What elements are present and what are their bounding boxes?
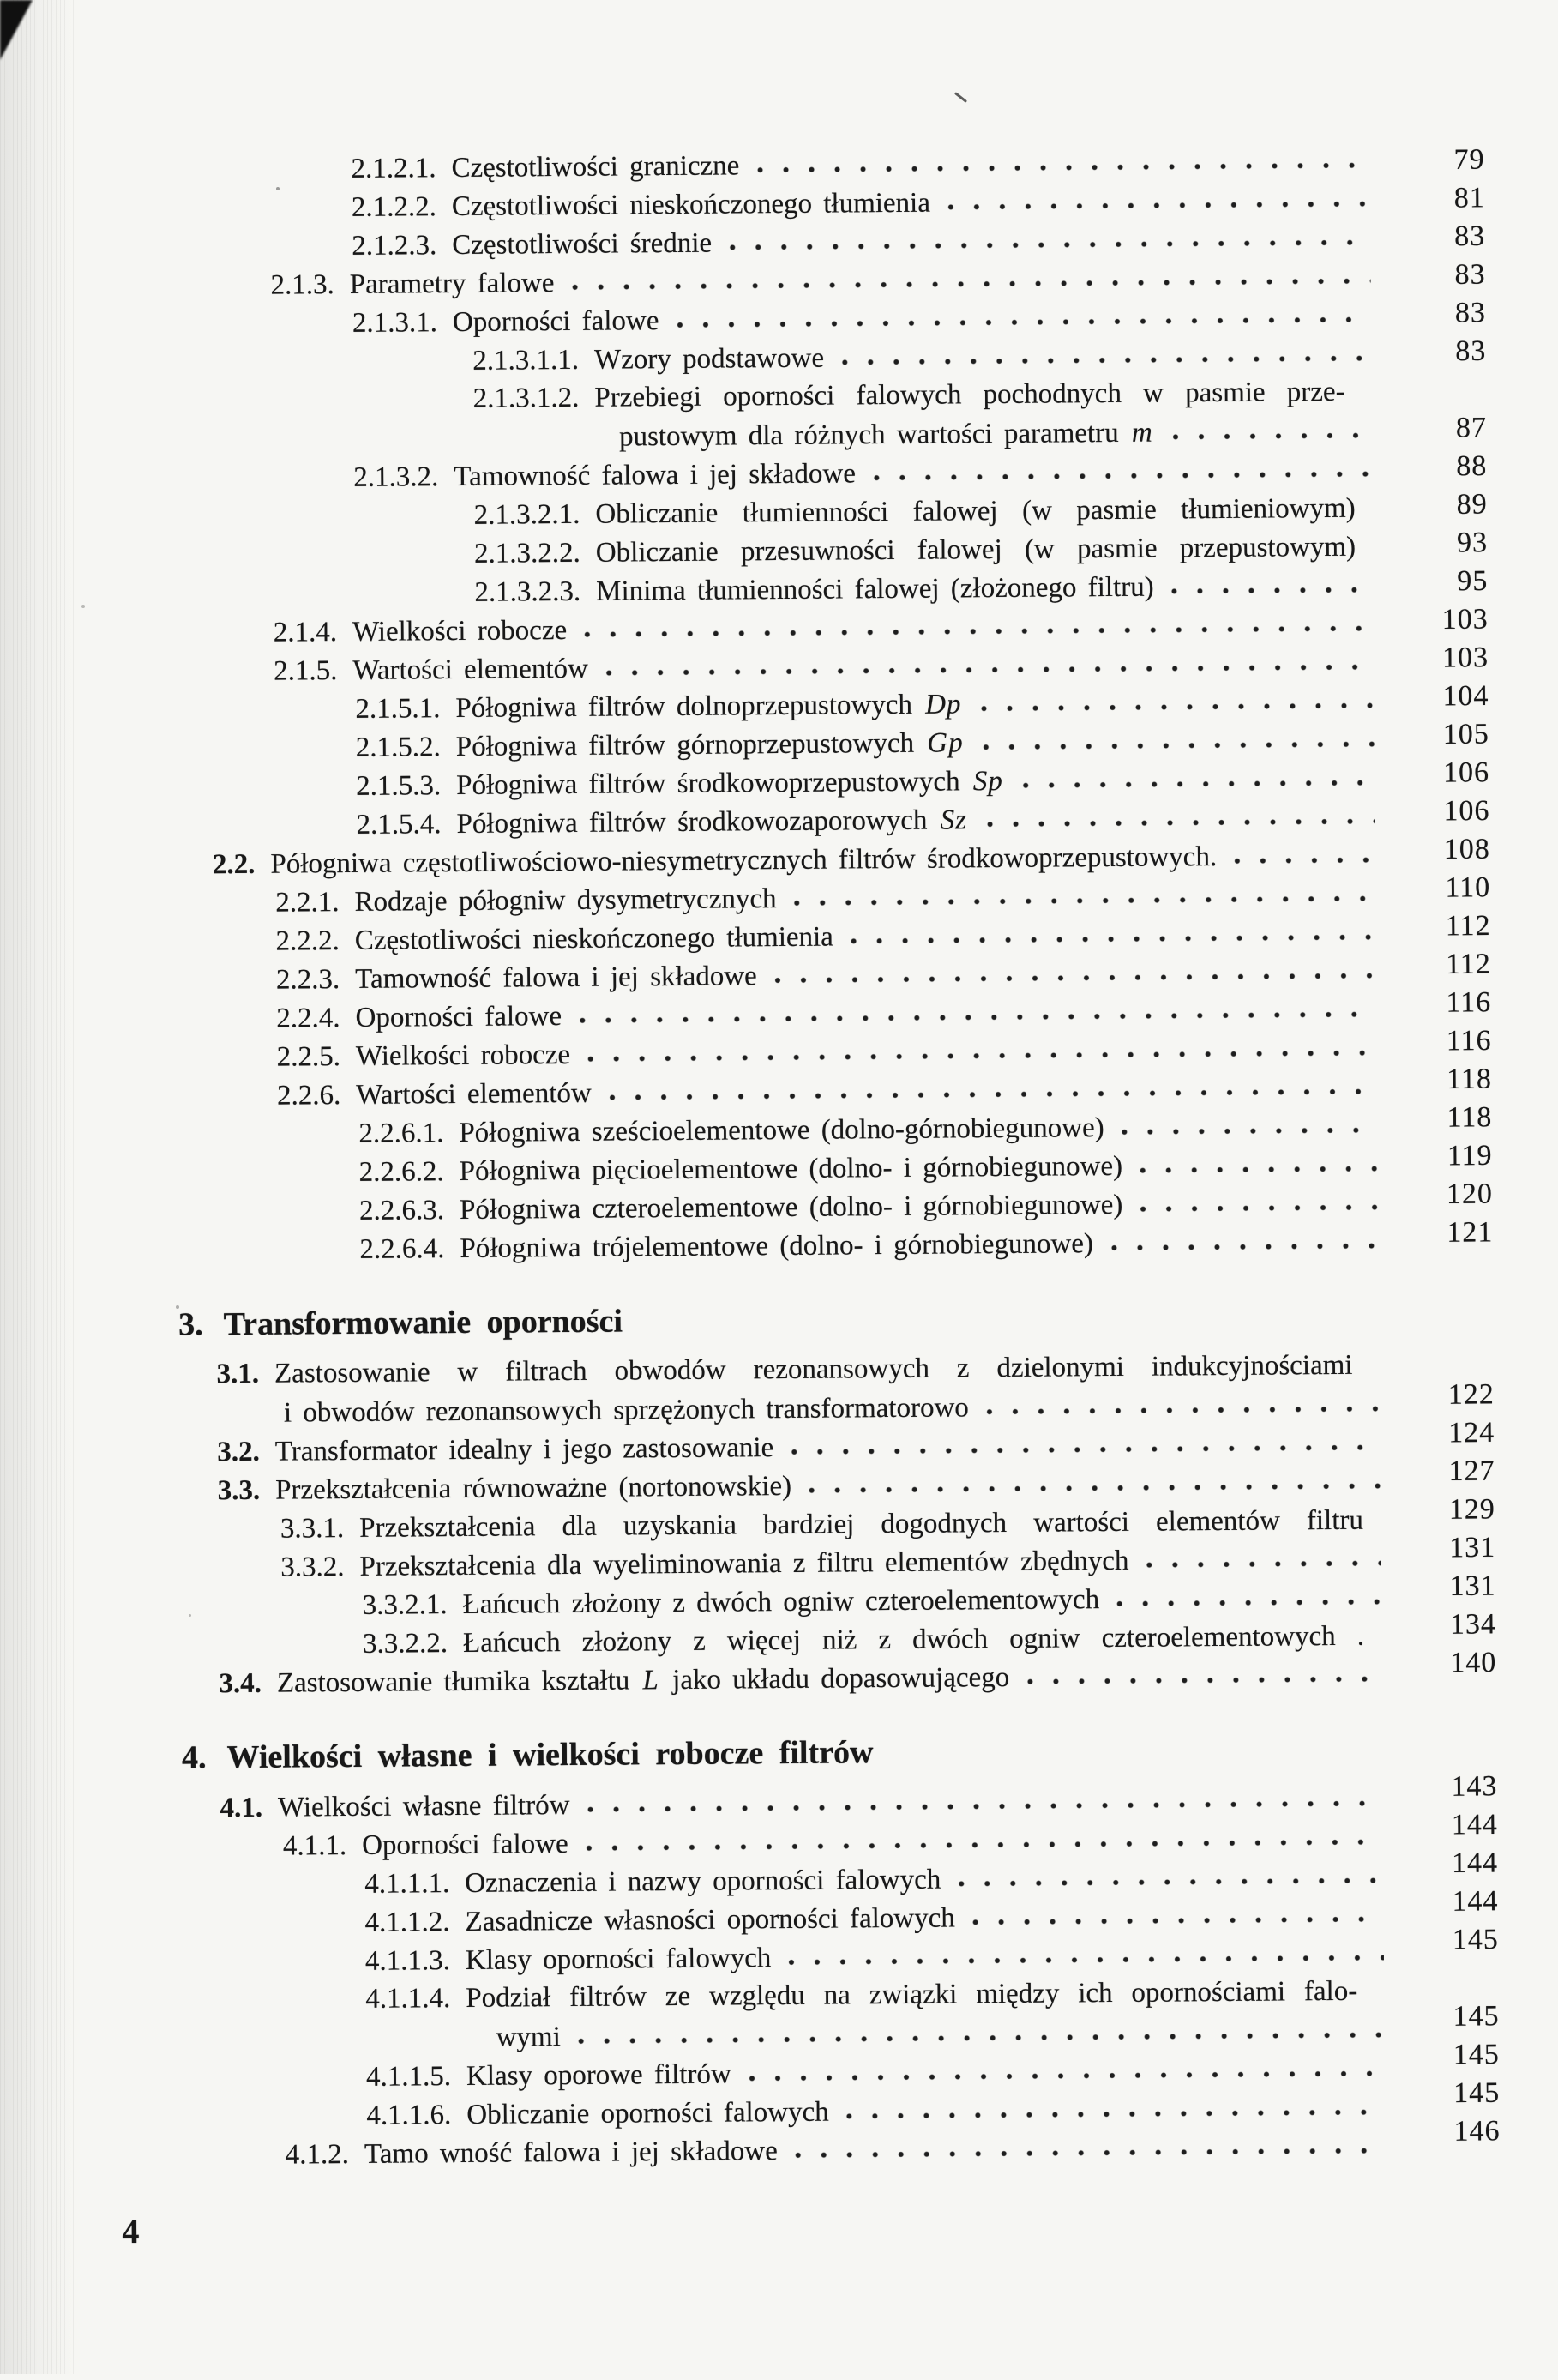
- entry-number: 3.3.2.2.: [362, 1628, 448, 1660]
- entry-page-number: 104: [1442, 679, 1489, 713]
- entry-page-number: 122: [1447, 1378, 1495, 1411]
- section-heading-title: Wielkości własne i wielkości robocze filtrów: [226, 1734, 874, 1776]
- entry-title: Przekształcenia równoważne (nortonowskie): [274, 1470, 792, 1506]
- entry-title: Półogniwa sześcioelementowe (dolno-górnobiegunowe): [459, 1112, 1104, 1148]
- entry-number: 4.1.1.6.: [366, 2100, 452, 2131]
- entry-number: 2.2.5.: [276, 1041, 341, 1073]
- entry-page-number: 145: [1452, 1923, 1499, 1956]
- entry-title: Parametry falowe: [349, 268, 555, 300]
- dot-leader: [972, 1916, 1384, 1927]
- entry-title: i obwodów rezonansowych sprzężonych transformatorowo: [283, 1392, 969, 1429]
- entry-title: Zasadnicze własności oporności falowych: [465, 1902, 955, 1937]
- entry-number: 2.1.3.: [270, 269, 334, 301]
- entry-number: 2.2.6.1.: [358, 1118, 444, 1149]
- dot-leader: [774, 973, 1376, 985]
- entry-page-number: 103: [1441, 642, 1489, 674]
- entry-page-number: 145: [1453, 2000, 1500, 2033]
- entry-number: 4.1.: [220, 1792, 263, 1824]
- entry-page-number: 106: [1442, 756, 1490, 789]
- dot-leader: [1146, 1560, 1381, 1570]
- entry-page-number: 116: [1446, 1024, 1492, 1057]
- entry-number: 2.1.2.3.: [352, 230, 437, 262]
- dot-leader: [986, 818, 1375, 829]
- entry-title: Obliczanie oporności falowych: [466, 2096, 829, 2130]
- entry-page-number: 146: [1453, 2115, 1501, 2148]
- entry-number: 2.1.3.2.: [353, 461, 439, 493]
- entry-title: Półogniwa trójelementowe (dolno- i górnobiegunowe): [460, 1228, 1094, 1264]
- dot-leader: [729, 239, 1370, 252]
- entry-page-number: 83: [1454, 297, 1487, 329]
- entry-title: Wartości elementów: [356, 1077, 592, 1111]
- entry-number: 4.1.1.1.: [364, 1868, 450, 1900]
- dot-leader: [571, 278, 1370, 292]
- entry-page-number: 134: [1449, 1608, 1497, 1641]
- entry-title: Tamo wność falowa i jej składowe: [364, 2136, 778, 2170]
- entry-number: 2.1.4.: [273, 617, 338, 648]
- entry-page-number: 116: [1446, 986, 1492, 1019]
- dot-leader: [1110, 1243, 1379, 1252]
- entry-number: 2.1.3.2.3.: [474, 575, 581, 608]
- entry-number: 4.: [181, 1739, 207, 1776]
- dot-leader: [1171, 587, 1374, 596]
- entry-title: Transformator idealny i jego zastosowanie: [274, 1432, 774, 1467]
- entry-page-number: 145: [1453, 2038, 1500, 2071]
- section-heading-title: Transformowanie oporności: [223, 1303, 623, 1343]
- entry-page-number: 83: [1455, 334, 1487, 368]
- entry-page-number: 140: [1450, 1647, 1497, 1679]
- toc-section-heading: [178, 1292, 1558, 1347]
- entry-number: 4.1.1.: [282, 1830, 347, 1862]
- entry-page-number: 143: [1451, 1770, 1498, 1803]
- entry-number: 2.2.: [212, 848, 256, 881]
- dot-leader: [841, 355, 1371, 367]
- entry-page-number: 112: [1445, 948, 1491, 981]
- entry-number: 3.: [177, 1306, 203, 1343]
- dot-leader: [809, 1483, 1381, 1495]
- dot-leader: [676, 316, 1371, 329]
- entry-number: 2.1.5.1.: [355, 693, 441, 725]
- entry-number: 2.2.6.2.: [358, 1156, 444, 1188]
- entry-page-number: 108: [1443, 833, 1490, 866]
- entry-title: Obliczanie przesuwności falowej (w pasmie przepustowym): [595, 531, 1356, 569]
- toc-section-heading: [182, 1725, 1558, 1780]
- dot-leader: [851, 934, 1376, 946]
- entry-number: 2.1.3.1.1.: [472, 344, 580, 377]
- entry-number: 4.1.1.5.: [365, 2061, 452, 2093]
- dot-leader: [1140, 1166, 1378, 1175]
- entry-number: 2.2.1.: [275, 887, 340, 919]
- entry-number: 4.1.1.3.: [364, 1945, 451, 1977]
- entry-number: 2.2.6.: [276, 1080, 341, 1112]
- entry-title: Częstotliwości nieskończonego tłumienia: [354, 921, 834, 956]
- entry-title: Obliczanie tłumienności falowej (w pasmie tłumieniowym): [595, 492, 1356, 530]
- entry-title: Przekształcenia dla uzyskania bardziej dogodnych wartości elementów filtru: [359, 1504, 1364, 1544]
- dot-leader: [958, 1877, 1383, 1889]
- dot-leader: [791, 1444, 1380, 1456]
- dot-leader: [788, 1955, 1384, 1967]
- dot-leader: [1026, 1676, 1381, 1686]
- entry-page-number: 87: [1455, 412, 1488, 444]
- entry-page-number: 83: [1454, 220, 1486, 253]
- dot-leader: [947, 201, 1370, 212]
- toc-entry: [474, 488, 1488, 534]
- entry-page-number: 118: [1447, 1101, 1493, 1134]
- toc-entry-continuation: [619, 411, 1487, 456]
- dot-leader: [794, 895, 1376, 907]
- entry-number: 2.1.5.4.: [356, 809, 442, 841]
- entry-title: Przebiegi oporności falowych pochodnych w pasmie prze-: [594, 376, 1345, 413]
- entry-title: Częstotliwości nieskończonego tłumienia: [451, 187, 931, 223]
- entry-number: 2.2.4.: [276, 1003, 340, 1034]
- entry-title: Półogniwa filtrów środkowoprzepustowych Sp: [456, 765, 1003, 801]
- entry-number: 2.1.5.: [273, 655, 338, 687]
- entry-page-number: 95: [1457, 564, 1489, 598]
- dot-leader: [609, 1088, 1377, 1102]
- entry-title: Półogniwa filtrów dolnoprzepustowych Dp: [455, 689, 962, 724]
- entry-page-number: 124: [1448, 1416, 1495, 1449]
- entry-title: Częstotliwości średnie: [452, 227, 713, 262]
- entry-title: Oporności falowe: [452, 305, 659, 339]
- toc-entry: [472, 372, 1486, 419]
- entry-number: 3.2.: [217, 1436, 260, 1468]
- dot-leader: [986, 1406, 1380, 1417]
- dot-leader: [795, 2148, 1386, 2160]
- entry-page-number: 131: [1449, 1531, 1496, 1564]
- dot-leader: [980, 702, 1374, 714]
- entry-number: 2.1.5.2.: [355, 732, 441, 763]
- entry-title: Wartości elementów: [352, 653, 589, 686]
- entry-title: Półogniwa filtrów górnoprzepustowych Gp: [455, 727, 964, 762]
- entry-title: Półogniwa filtrów środkowozaporowych Sz: [456, 804, 968, 840]
- entry-number: 2.2.6.4.: [359, 1233, 445, 1265]
- entry-number: 3.3.2.: [280, 1552, 345, 1583]
- dot-leader: [587, 1050, 1377, 1063]
- entry-page-number: 83: [1454, 258, 1486, 291]
- entry-page-number: 121: [1447, 1216, 1494, 1249]
- entry-title: pustowym dla różnych wartości parametru m: [618, 417, 1153, 453]
- dot-leader: [1172, 432, 1372, 442]
- entry-title: Klasy oporności falowych: [465, 1943, 772, 1976]
- entry-title: Wielkości robocze: [352, 614, 568, 648]
- entry-number: 4.1.1.2.: [364, 1907, 450, 1938]
- entry-title: wymi: [496, 2021, 561, 2053]
- entry-title: Oporności falowe: [355, 1001, 562, 1033]
- dot-leader: [1116, 1599, 1381, 1608]
- toc-entry: [474, 527, 1488, 573]
- entry-page-number: 127: [1448, 1455, 1495, 1488]
- entry-title: Zastosowanie tłumika kształtu L jako układu dopasowującego: [276, 1661, 1010, 1699]
- entry-number: 3.3.1.: [280, 1513, 345, 1545]
- entry-title: Wielkości własne filtrów: [277, 1789, 570, 1823]
- entry-page-number: 144: [1451, 1847, 1499, 1880]
- entry-number: 2.2.2.: [275, 925, 340, 957]
- entry-title: Częstotliwości graniczne: [451, 150, 740, 184]
- entry-number: 2.1.3.1.: [352, 307, 438, 339]
- entry-number: 4.1.2.: [285, 2139, 350, 2171]
- entry-title: Oznaczenia i nazwy oporności falowych: [465, 1864, 941, 1899]
- entry-number: 2.1.3.2.2.: [473, 537, 580, 569]
- entry-title: Podział filtrów ze względu na związki między ich opornościami falo-: [466, 1975, 1358, 2014]
- entry-page-number: 119: [1447, 1139, 1493, 1172]
- entry-number: 3.3.: [217, 1474, 261, 1507]
- dot-leader: [846, 2109, 1386, 2121]
- entry-page-number: 118: [1447, 1063, 1493, 1096]
- page-number-footer: 4: [122, 2211, 140, 2251]
- entry-title: Półogniwa czteroelementowe (dolno- i górnobiegunowe): [459, 1189, 1123, 1226]
- entry-title: Wielkości robocze: [355, 1039, 571, 1072]
- entry-page-number: 106: [1443, 794, 1490, 828]
- dot-leader: [587, 1800, 1382, 1814]
- entry-page-number: 105: [1442, 718, 1489, 750]
- entry-page-number: 144: [1451, 1808, 1498, 1841]
- entry-number: 2.1.3.2.1.: [473, 498, 580, 531]
- entry-number: 3.4.: [219, 1667, 262, 1700]
- entry-number: 2.1.5.3.: [356, 770, 442, 802]
- entry-page-number: 129: [1448, 1493, 1495, 1526]
- entry-number: 2.1.3.1.2.: [472, 382, 580, 414]
- entry-page-number: 79: [1453, 143, 1485, 176]
- entry-number: 4.1.1.4.: [365, 1983, 451, 2015]
- dot-leader: [749, 2070, 1385, 2083]
- entry-title: Tamowność falowa i jej składowe: [355, 961, 757, 995]
- entry-title: Półogniwa częstotliwościowo-niesymetrycznych filtrów środkowoprzepustowych.: [270, 841, 1218, 880]
- dot-leader: [1022, 780, 1375, 790]
- entry-page-number: 112: [1445, 909, 1491, 943]
- entry-page-number: 145: [1453, 2076, 1501, 2110]
- dot-leader: [756, 162, 1369, 175]
- entry-title: Zastosowanie w filtrach obwodów rezonansowych z dzielonymi indukcyjnościami: [274, 1349, 1353, 1389]
- entry-number: 2.1.2.2.: [351, 191, 437, 223]
- dot-leader: [584, 625, 1374, 639]
- entry-title: Tamowność falowa i jej składowe: [454, 458, 857, 493]
- entry-number: 2.2.6.3.: [358, 1195, 445, 1226]
- entry-page-number: 131: [1449, 1570, 1496, 1603]
- dot-leader: [1140, 1204, 1378, 1214]
- entry-page-number: 81: [1453, 182, 1485, 214]
- entry-page-number: 103: [1441, 603, 1489, 636]
- entry-page-number: 120: [1446, 1178, 1494, 1211]
- entry-page-number: 110: [1445, 871, 1491, 904]
- entry-page-number: 93: [1456, 527, 1489, 559]
- entry-title: Łańcuch złożony z dwóch ogniw czteroelementowych: [462, 1584, 1100, 1620]
- entry-page-number: 88: [1456, 449, 1488, 483]
- entry-title: Minima tłumienności falowej (złożonego filtru): [596, 571, 1154, 607]
- entry-title: Półogniwa pięcioelementowe (dolno- i górnobiegunowe): [459, 1150, 1123, 1187]
- dot-leader: [983, 741, 1375, 752]
- dot-leader: [1122, 1127, 1378, 1136]
- entry-number: 3.1.: [216, 1358, 260, 1390]
- dot-leader: [579, 1011, 1376, 1025]
- dot-leader: [586, 1839, 1383, 1853]
- dot-leader: [578, 2032, 1385, 2046]
- entry-title: Wzory podstawowe: [593, 342, 825, 376]
- entry-title: Łańcuch złożony z więcej niż z dwóch ogniw czteroelementowych .: [462, 1620, 1365, 1659]
- dot-leader: [605, 664, 1374, 678]
- entry-page-number: 89: [1456, 488, 1488, 521]
- dot-leader: [1234, 857, 1375, 865]
- dot-leader: [873, 471, 1372, 483]
- entry-title: Przekształcenia dla wyeliminowania z filtru elementów zbędnych: [359, 1545, 1129, 1582]
- entry-number: 2.1.2.1.: [351, 153, 436, 184]
- entry-number: 3.3.2.1.: [362, 1589, 448, 1621]
- entry-title: Rodzaje półogniw dysymetrycznych: [354, 883, 777, 918]
- entry-number: 2.2.3.: [275, 964, 340, 996]
- entry-page-number: 144: [1452, 1885, 1499, 1918]
- entry-title: Klasy oporowe filtrów: [466, 2058, 731, 2092]
- entry-title: Oporności falowe: [361, 1829, 568, 1861]
